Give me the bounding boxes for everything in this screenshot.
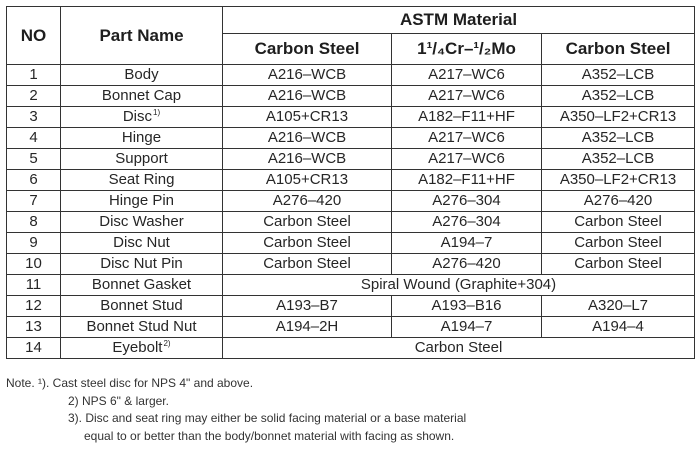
- cell-part-name: [61, 317, 223, 338]
- cell-chrome-moly: A217–WC6: [392, 65, 542, 86]
- cell-carbon-steel-low-temp: A352–LCB: [542, 128, 695, 149]
- part-name-text: Bonnet Stud Nut: [86, 318, 197, 335]
- cell-part-name: [61, 149, 223, 170]
- table-body: [7, 65, 695, 359]
- cell-part-name: [61, 86, 223, 107]
- cell-carbon-steel-low-temp: Carbon Steel: [542, 212, 695, 233]
- footnote-marker: 2): [163, 339, 171, 348]
- cell-carbon-steel: A216–WCB: [223, 65, 392, 86]
- cell-chrome-moly: A217–WC6: [392, 86, 542, 107]
- cell-carbon-steel: Carbon Steel: [223, 212, 392, 233]
- cell-chrome-moly: A193–B16: [392, 296, 542, 317]
- cell-no: 2: [7, 86, 61, 107]
- cell-chrome-moly: A194–7: [392, 317, 542, 338]
- table-row: [7, 296, 695, 317]
- cell-carbon-steel-low-temp: A352–LCB: [542, 149, 695, 170]
- part-name-text: Bonnet Cap: [101, 87, 182, 104]
- cell-carbon-steel: A105+CR13: [223, 107, 392, 128]
- part-name-text: Bonnet Stud: [100, 297, 183, 314]
- cell-no: 7: [7, 191, 61, 212]
- table-row: [7, 170, 695, 191]
- cell-part-name: [61, 212, 223, 233]
- cell-part-name: [61, 338, 223, 359]
- header-carbon-steel: Carbon Steel: [223, 34, 392, 65]
- cell-part-name: [61, 107, 223, 128]
- cell-carbon-steel-low-temp: A320–L7: [542, 296, 695, 317]
- cell-carbon-steel: A216–WCB: [223, 149, 392, 170]
- cell-part-name: [61, 254, 223, 275]
- table-row: [7, 338, 695, 359]
- part-name-text: Hinge: [121, 129, 162, 146]
- cell-chrome-moly: A182–F11+HF: [392, 170, 542, 191]
- part-name-text: Hinge Pin: [108, 192, 175, 209]
- cell-part-name: [61, 170, 223, 191]
- cell-carbon-steel: Carbon Steel: [223, 233, 392, 254]
- cell-no: 10: [7, 254, 61, 275]
- header-chrome-moly: 1¹/₄Cr–¹/₂Mo: [392, 34, 542, 65]
- table-row: [7, 212, 695, 233]
- table-row: [7, 86, 695, 107]
- note-3: 3). Disc and seat ring may either be solid facing material or a base material: [68, 411, 467, 425]
- part-name-text: Bonnet Gasket: [91, 276, 192, 293]
- header-astm-material: ASTM Material: [223, 7, 695, 34]
- footnote-marker: 1): [153, 108, 161, 117]
- part-name-text: Disc Washer: [99, 213, 184, 230]
- cell-carbon-steel-low-temp: A194–4: [542, 317, 695, 338]
- cell-no: 12: [7, 296, 61, 317]
- table-row: [7, 128, 695, 149]
- cell-carbon-steel-low-temp: Carbon Steel: [542, 233, 695, 254]
- cell-carbon-steel: A276–420: [223, 191, 392, 212]
- cell-no: 4: [7, 128, 61, 149]
- cell-material-all: Carbon Steel: [223, 338, 695, 359]
- cell-no: 9: [7, 233, 61, 254]
- cell-no: 11: [7, 275, 61, 296]
- cell-part-name: [61, 128, 223, 149]
- part-name-text: Seat Ring: [108, 171, 175, 188]
- cell-part-name: [61, 233, 223, 254]
- table-row: [7, 65, 695, 86]
- part-name-text: Disc Nut: [113, 234, 170, 251]
- cell-chrome-moly: A217–WC6: [392, 149, 542, 170]
- cell-carbon-steel: A216–WCB: [223, 128, 392, 149]
- cell-part-name: [61, 191, 223, 212]
- table-row: [7, 191, 695, 212]
- cell-carbon-steel-low-temp: Carbon Steel: [542, 254, 695, 275]
- cell-carbon-steel-low-temp: A276–420: [542, 191, 695, 212]
- table-row: [7, 149, 695, 170]
- part-name-text: Disc: [122, 108, 153, 125]
- part-name-text: Support: [115, 150, 168, 167]
- table-row: [7, 317, 695, 338]
- cell-carbon-steel: A216–WCB: [223, 86, 392, 107]
- table-row: [7, 107, 695, 128]
- cell-no: 1: [7, 65, 61, 86]
- header-no: NO: [7, 7, 61, 65]
- cell-no: 5: [7, 149, 61, 170]
- cell-part-name: [61, 275, 223, 296]
- cell-carbon-steel-low-temp: A352–LCB: [542, 65, 695, 86]
- cell-chrome-moly: A182–F11+HF: [392, 107, 542, 128]
- note-2: 2) NPS 6" & larger.: [68, 393, 169, 408]
- cell-carbon-steel: Carbon Steel: [223, 254, 392, 275]
- material-spec-table: [6, 6, 695, 359]
- cell-material-all: Spiral Wound (Graphite+304): [223, 275, 695, 296]
- cell-chrome-moly: A217–WC6: [392, 128, 542, 149]
- cell-carbon-steel: A193–B7: [223, 296, 392, 317]
- table-row: [7, 233, 695, 254]
- cell-part-name: [61, 296, 223, 317]
- cell-no: 3: [7, 107, 61, 128]
- cell-part-name: [61, 65, 223, 86]
- cell-carbon-steel: A105+CR13: [223, 170, 392, 191]
- cell-no: 13: [7, 317, 61, 338]
- header-carbon-steel-low-temp: Carbon Steel: [542, 34, 695, 65]
- notes-block: [6, 375, 694, 445]
- cell-chrome-moly: A276–304: [392, 191, 542, 212]
- cell-no: 6: [7, 170, 61, 191]
- cell-no: 8: [7, 212, 61, 233]
- table-row: [7, 275, 695, 296]
- cell-carbon-steel-low-temp: A350–LF2+CR13: [542, 170, 695, 191]
- cell-carbon-steel-low-temp: A352–LCB: [542, 86, 695, 107]
- cell-chrome-moly: A276–304: [392, 212, 542, 233]
- cell-carbon-steel-low-temp: A350–LF2+CR13: [542, 107, 695, 128]
- note-1: Note. ¹). Cast steel disc for NPS 4" and above.: [6, 376, 254, 390]
- part-name-text: Body: [124, 66, 159, 83]
- note-3-continued: equal to or better than the body/bonnet material with facing as shown.: [84, 428, 455, 443]
- part-name-text: Disc Nut Pin: [100, 255, 183, 272]
- cell-chrome-moly: A276–420: [392, 254, 542, 275]
- table-row: [7, 254, 695, 275]
- cell-carbon-steel: A194–2H: [223, 317, 392, 338]
- header-part-name: Part Name: [61, 7, 223, 65]
- cell-no: 14: [7, 338, 61, 359]
- part-name-text: Eyebolt: [112, 339, 163, 356]
- cell-chrome-moly: A194–7: [392, 233, 542, 254]
